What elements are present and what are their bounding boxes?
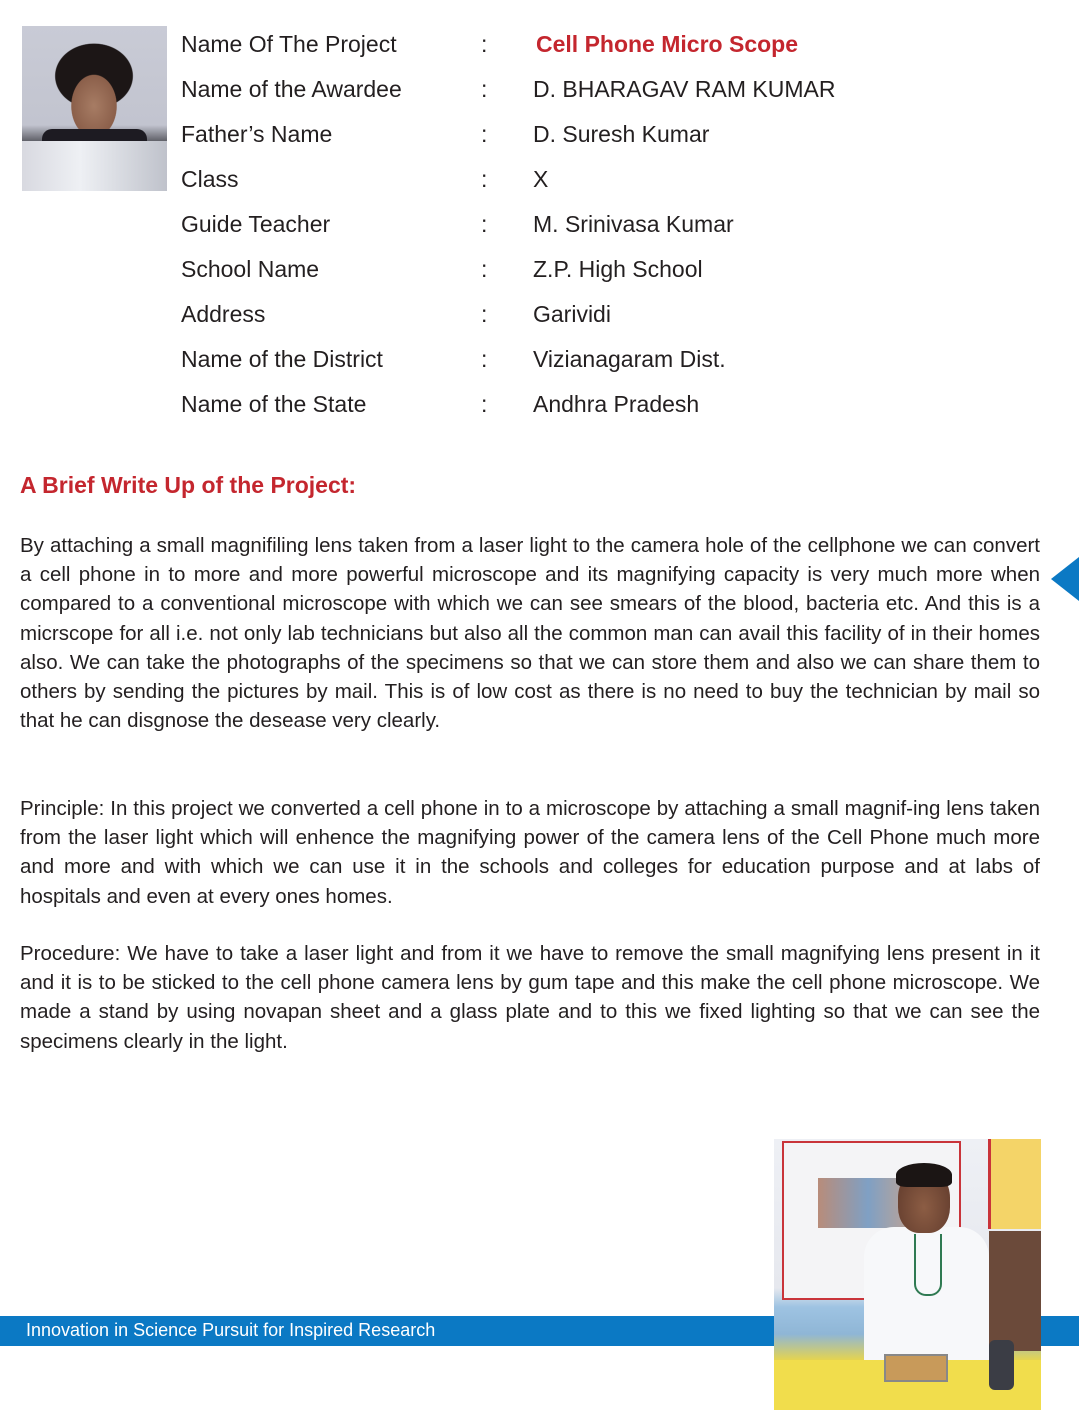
- photo-project-device: [884, 1354, 948, 1382]
- info-row-district: [181, 337, 835, 382]
- photo-door: [989, 1231, 1041, 1351]
- info-label: Father’s Name: [181, 121, 333, 147]
- info-value: X: [533, 166, 549, 192]
- photo-person-hair: [896, 1163, 952, 1187]
- footer-tagline: Innovation in Science Pursuit for Inspired Research: [26, 1320, 436, 1340]
- photo-board: [988, 1139, 1041, 1229]
- info-row-project: [181, 22, 835, 67]
- info-row-guide-teacher: [181, 202, 835, 247]
- info-colon: :: [481, 346, 488, 372]
- info-row-school: [181, 247, 835, 292]
- info-colon: :: [481, 391, 488, 417]
- page-marker-triangle-icon: [1051, 557, 1079, 601]
- photo-microscope: [989, 1340, 1014, 1390]
- info-colon: :: [481, 301, 488, 327]
- info-colon: :: [481, 211, 488, 237]
- info-label: Name of the State: [181, 391, 367, 417]
- info-label: Name Of The Project: [181, 31, 397, 57]
- awardee-portrait-photo: [22, 26, 167, 191]
- info-value: M. Srinivasa Kumar: [533, 211, 734, 237]
- info-value: D. BHARAGAV RAM KUMAR: [533, 76, 836, 102]
- info-row-awardee: [181, 67, 835, 112]
- info-label: School Name: [181, 256, 320, 282]
- info-row-class: [181, 157, 835, 202]
- info-label: Name of the District: [181, 346, 383, 372]
- project-title: Cell Phone Micro Scope: [536, 31, 798, 57]
- writeup-heading: A Brief Write Up of the Project:: [20, 472, 357, 498]
- info-value: Garividi: [533, 301, 611, 327]
- writeup-paragraph-principle: Principle: In this project we converted a cell phone in to a microscope by attaching a small magnif-ing lens taken from the laser light which will enhence the magnifying power of the camera lens of the Cell Phone much more and more and with which we can use it in the schools and colleges for education purpose and at labs of hospitals and even at every ones homes.: [20, 797, 1040, 908]
- info-colon: :: [481, 256, 488, 282]
- info-value: Andhra Pradesh: [533, 391, 700, 417]
- writeup-paragraph-summary: By attaching a small magnifiling lens taken from a laser light to the camera hole of the cellphone we can convert a cell phone in to more and more powerful microscope and its magnifying capacity is very much more when compared to a conventional microscope with which we can see smears of the blood, bacteria etc. And this is a micrscope for all i.e. not only lab technicians but also all the common man can avail this facility of in their homes also. We can take the photographs of the specimens so that we can store them and also we can share them to others by sending the pictures by mail. This is of low cost as there is no need to buy the technician by mail so that he can disgnose the desease very clearly.: [20, 534, 1040, 733]
- awardee-info-table: [181, 22, 835, 427]
- writeup-paragraph-procedure: Procedure: We have to take a laser light and from it we have to remove the small magnifying lens present in it and it is to be sticked to the cell phone camera lens by gum tape and this make the cell phone microscope. We made a stand by using novapan sheet and a glass plate and to this we fixed lighting so that we can see the specimens clearly in the light.: [20, 942, 1040, 1053]
- info-colon: :: [481, 121, 488, 147]
- info-label: Address: [181, 301, 266, 327]
- info-value: Vizianagaram Dist.: [533, 346, 726, 372]
- photo-lanyard: [914, 1234, 942, 1296]
- info-colon: :: [481, 166, 488, 192]
- info-label: Name of the Awardee: [181, 76, 402, 102]
- info-row-address: [181, 292, 835, 337]
- photo-shirt-detail: [22, 141, 167, 191]
- info-colon: :: [481, 76, 488, 102]
- info-value: Z.P. High School: [533, 256, 703, 282]
- info-row-state: [181, 382, 835, 427]
- info-value: D. Suresh Kumar: [533, 121, 710, 147]
- info-colon: :: [481, 31, 488, 57]
- info-row-father: [181, 112, 835, 157]
- awardee-with-project-photo: [774, 1139, 1041, 1410]
- info-label: Guide Teacher: [181, 211, 331, 237]
- info-label: Class: [181, 166, 239, 192]
